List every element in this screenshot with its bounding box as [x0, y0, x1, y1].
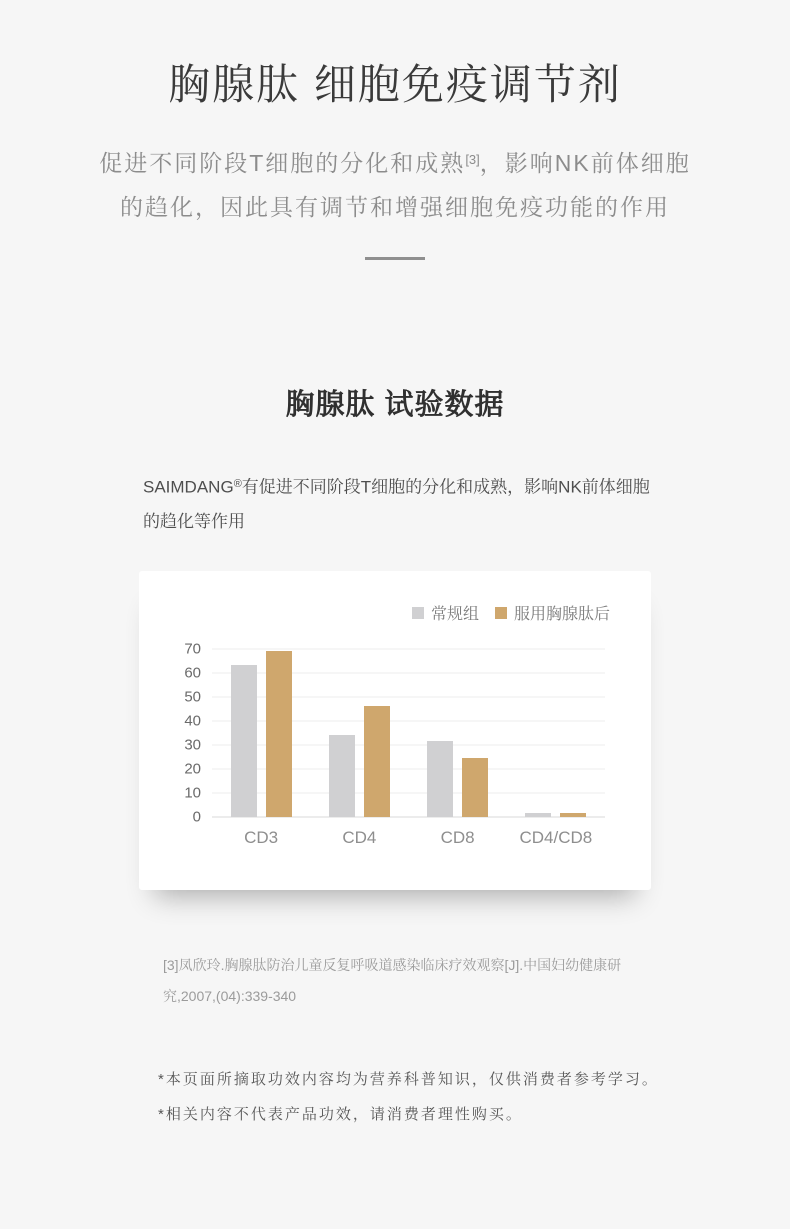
y-tick-label: 70: [184, 640, 201, 658]
reference-note: [3]凤欣玲.胸腺肽防治儿童反复呼吸道感染临床疗效观察[J].中国妇幼健康研究,2007,(04):339-340: [163, 956, 622, 1004]
legend-label: 服用胸腺肽后: [513, 606, 610, 624]
chart-legend: [139, 571, 651, 622]
page-title: 胸腺肽 细胞免疫调节剂: [168, 61, 622, 108]
y-tick-label: 30: [184, 736, 201, 754]
y-tick-label: 40: [184, 712, 201, 730]
bar-group: [507, 649, 605, 817]
legend-label: 常规组: [430, 606, 479, 624]
bar-cd8-series-0: [427, 741, 453, 817]
reference-marker: [3]: [465, 152, 480, 167]
disclaimer-line-1: *本页面所摘取功效内容均为营养科普知识，仅供消费者参考学习。: [158, 1070, 659, 1088]
bar-group: [409, 649, 507, 817]
subtitle-text: 促进不同阶段T细胞的分化和成熟: [99, 150, 466, 177]
registered-trademark-mark: ®: [233, 478, 242, 491]
bar-cd4-cd8-series-0: [525, 813, 551, 817]
category-label: CD4/CD8: [519, 827, 593, 847]
y-tick-label: 60: [184, 664, 201, 682]
bar-group: [212, 649, 310, 817]
description-text: 有促进不同阶段T细胞的分化和成熟，影响NK前体细胞的趋化等作用: [143, 477, 650, 531]
divider: [365, 257, 425, 260]
bar-group: [310, 649, 408, 817]
subtitle-text: ，影响NK前体细胞: [479, 150, 691, 177]
bar-cd4-cd8-series-1: [560, 813, 586, 817]
product-detail-page: [0, 52, 790, 1229]
y-tick-label: 0: [192, 808, 201, 826]
chart-plot: [184, 640, 605, 826]
section-description: [143, 467, 650, 539]
category-label: CD3: [244, 827, 279, 847]
hero-subtitle: [0, 138, 790, 229]
hero-subtitle-line-2: 的趋化，因此具有调节和增强细胞免疫功能的作用: [120, 194, 670, 221]
category-label: CD8: [440, 827, 475, 847]
y-tick-label: 10: [184, 784, 201, 802]
bar-cd4-series-1: [364, 706, 390, 816]
disclaimers: [158, 1062, 718, 1132]
brand-name: SAIMDANG: [143, 477, 234, 497]
legend-item-0: [412, 601, 479, 624]
category-label: CD4: [342, 827, 377, 847]
bar-cd8-series-1: [462, 758, 488, 817]
y-tick-label: 50: [184, 688, 201, 706]
legend-swatch-icon: [495, 607, 507, 619]
bar-cd3-series-1: [266, 651, 292, 817]
section-title: 胸腺肽 试验数据: [285, 389, 505, 422]
chart-card: [139, 571, 651, 890]
legend-item-1: [495, 601, 610, 624]
legend-swatch-icon: [412, 607, 424, 619]
category-labels: [212, 828, 605, 848]
bar-cd3-series-0: [231, 665, 257, 816]
bar-cd4-series-0: [329, 735, 355, 817]
y-tick-label: 20: [184, 760, 201, 778]
disclaimer-line-2: *相关内容不代表产品功效，请消费者理性购买。: [158, 1105, 523, 1123]
bar-groups: [212, 649, 605, 817]
hero-subtitle-line-1: [0, 138, 790, 185]
